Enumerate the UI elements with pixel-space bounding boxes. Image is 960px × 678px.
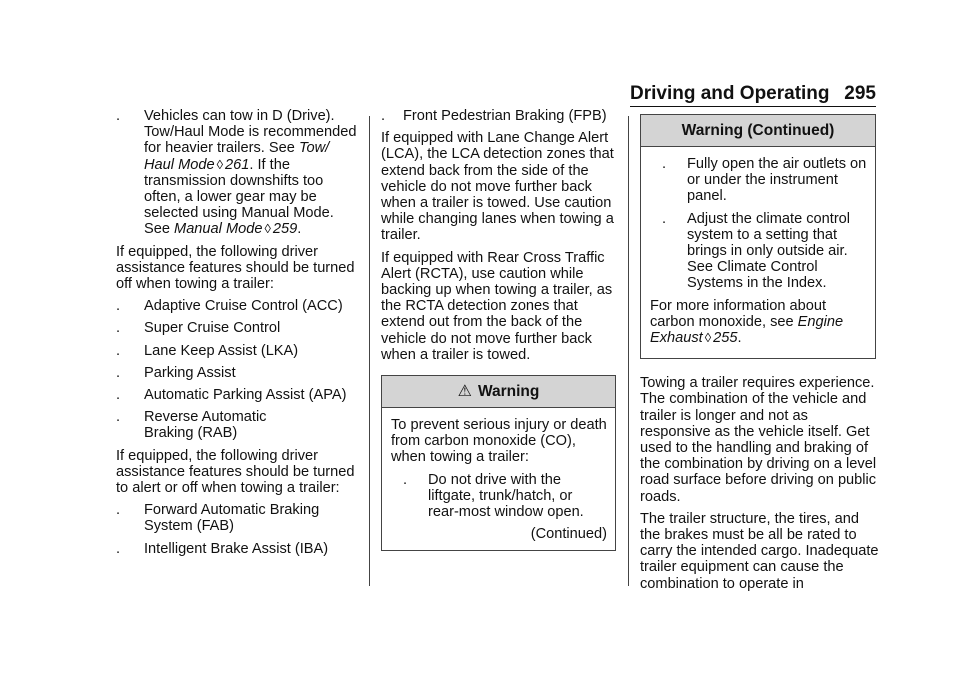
bullet-mark: . [116, 502, 121, 519]
list-item: . Parking Assist [116, 364, 236, 381]
list-item: . Super Cruise Control [116, 320, 281, 337]
list-item: . Lane Keep Assist (LKA) [116, 342, 299, 359]
bullet-mark: . [116, 320, 121, 337]
warning-box-continued [640, 114, 876, 359]
warning-title: Warning [477, 383, 540, 401]
paragraph: If equipped, the following driver assistance features should be turned off when towing a trailer: [116, 243, 355, 293]
paragraph: The trailer structure, the tires, and the brakes must be all be rated to carry the intended cargo. Inadequate trailer equipment can cause the combination to operate in [640, 510, 879, 592]
bullet-mark: . [662, 210, 667, 227]
list-item: . Do not drive with the liftgate, trunk/hatch, or rear-most window open. [391, 472, 607, 521]
warning-more-info: For more information about carbon monoxide, see Engine Exhaust ◊ 255. [650, 297, 844, 347]
paragraph: Towing a trailer requires experience. The combination of the vehicle and trailer is longer and not as responsive as the vehicle itself. Get used to the handling and braking of the combination by driving on a level road surface before driving on public roads. [640, 375, 877, 505]
manual-mode-link[interactable]: Manual Mode [174, 221, 263, 238]
warning-intro: To prevent serious injury or death from carbon monoxide (CO), when towing a trailer: [391, 417, 607, 466]
list-item: . Front Pedestrian Braking (FPB) [381, 108, 607, 124]
bullet-mark: . [116, 409, 121, 426]
column-1 [116, 108, 360, 563]
list-item: . Forward Automatic Braking System (FAB) [116, 502, 320, 535]
page-ref-icon: ◊ [216, 156, 224, 172]
list-item: . Fully open the air outlets on or under the instrument panel. [650, 156, 867, 205]
column-divider-1 [369, 116, 370, 586]
engine-exhaust-link[interactable]: Engine Exhaust [650, 313, 844, 347]
list-item: . Adjust the climate control system to a setting that brings in only outside air. See Climate Control Systems in the Index. [650, 211, 867, 292]
warning-body [382, 408, 615, 550]
paragraph: If equipped with Lane Change Alert (LCA), the LCA detection zones that extend back from the side of the vehicle do not move further back when a trailer is towed. Use caution while changing lanes when towing a trailer. [381, 130, 614, 244]
section-title: Driving and Operating [630, 83, 830, 104]
bullet-mark: . [381, 108, 386, 124]
page-ref-icon: ◊ [704, 330, 712, 346]
continued-label: (Continued) [530, 526, 607, 543]
list-item: . Intelligent Brake Assist (IBA) [116, 540, 329, 557]
page-ref[interactable]: 259 [272, 221, 298, 238]
warning-title: Warning (Continued) [681, 122, 835, 139]
bullet-mark: . [116, 342, 121, 359]
column-3 [640, 108, 880, 598]
list-item: . Vehicles can tow in D (Drive). Tow/Haul Mode is recommended for heavier trailers. See Tow/ Haul Mode ◊ 261. If the transmission downshifts too often, a lower gear may be selected using Manual Mode. See Manual Mode ◊ 259. [116, 108, 357, 238]
bullet-mark: . [662, 156, 667, 172]
page-number: 295 [844, 83, 876, 104]
list-item: . Reverse Automatic Braking (RAB) [116, 409, 267, 442]
tow-haul-mode-link[interactable]: Tow/ Haul Mode [144, 140, 330, 173]
warning-box [381, 375, 616, 551]
list-item: . Automatic Parking Assist (APA) [116, 387, 347, 404]
bullet-mark: . [116, 387, 121, 404]
bullet-mark: . [116, 364, 121, 381]
list-item: . Adaptive Cruise Control (ACC) [116, 298, 343, 315]
page-ref[interactable]: 255 [713, 330, 738, 347]
page-ref[interactable]: 261 [225, 156, 250, 173]
paragraph: If equipped with Rear Cross Traffic Alert (RCTA), use caution while backing up when towing a trailer, as the RCTA detection zones that extend out from the back of the vehicle do not move further back when a trailer is towed. [381, 249, 613, 363]
warning-body [641, 147, 875, 358]
warning-header [382, 376, 615, 408]
bullet-mark: . [116, 540, 121, 557]
bullet-mark: . [403, 471, 408, 488]
header-rule [630, 106, 876, 107]
bullet-mark: . [116, 298, 121, 315]
column-2 [381, 108, 617, 551]
page-header [630, 82, 876, 106]
bullet-mark: . [116, 108, 121, 124]
column-divider-2 [628, 116, 629, 586]
warning-icon: ⚠ [457, 383, 472, 401]
warning-header [641, 115, 875, 147]
paragraph: If equipped, the following driver assistance features should be turned to alert or off when towing a trailer: [116, 447, 355, 497]
page-ref-icon: ◊ [264, 221, 271, 237]
